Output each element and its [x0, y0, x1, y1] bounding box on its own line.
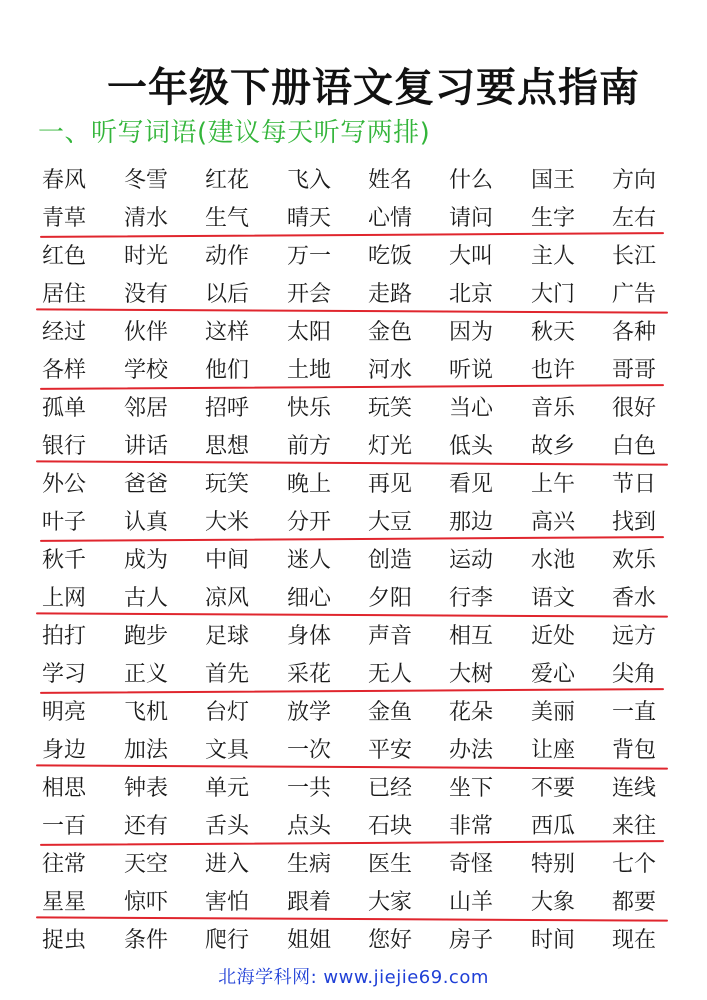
word-cell: 非常 — [449, 814, 494, 839]
word-row — [0, 466, 707, 504]
word-cell: 连线 — [612, 776, 657, 801]
word-cell: 明亮 — [42, 700, 87, 725]
word-cell: 单元 — [205, 776, 250, 801]
word-cell: 细心 — [287, 586, 332, 611]
word-cell: 来往 — [612, 814, 657, 839]
word-cell: 古人 — [124, 586, 169, 611]
word-cell: 北京 — [449, 282, 494, 307]
word-cell: 没有 — [124, 282, 169, 307]
word-cell: 灯光 — [368, 434, 413, 459]
word-cell: 广告 — [612, 282, 657, 307]
word-cell: 爸爸 — [124, 472, 169, 497]
word-cell: 西瓜 — [531, 814, 576, 839]
word-cell: 白色 — [612, 434, 657, 459]
word-cell: 迷人 — [287, 548, 332, 573]
word-cell: 看见 — [449, 472, 494, 497]
word-row — [0, 390, 707, 428]
word-cell: 玩笑 — [368, 396, 413, 421]
word-cell: 大家 — [368, 890, 413, 915]
word-cell: 听说 — [449, 358, 494, 383]
word-cell: 学校 — [124, 358, 169, 383]
page-title: 一年级下册语文复习要点指南 — [107, 65, 640, 111]
word-cell: 姓名 — [368, 168, 413, 193]
word-cell: 中间 — [205, 548, 250, 573]
word-cell: 一共 — [287, 776, 332, 801]
word-cell: 一直 — [612, 700, 657, 725]
word-cell: 招呼 — [205, 396, 250, 421]
word-cell: 都要 — [612, 890, 657, 915]
word-cell: 大豆 — [368, 510, 413, 535]
section-heading-dictation: 一、听写词语(建议每天听写两排) — [38, 118, 431, 148]
word-cell: 七个 — [612, 852, 657, 877]
word-cell: 讲话 — [124, 434, 169, 459]
word-cell: 天空 — [124, 852, 169, 877]
word-cell: 金色 — [368, 320, 413, 345]
word-cell: 吃饭 — [368, 244, 413, 269]
word-cell: 美丽 — [531, 700, 576, 725]
footer-website: 北海学科网: www.jiejie69.com — [218, 967, 489, 988]
word-cell: 无人 — [368, 662, 413, 687]
word-cell: 春风 — [42, 168, 87, 193]
word-cell: 伙伴 — [124, 320, 169, 345]
word-cell: 金鱼 — [368, 700, 413, 725]
word-cell: 很好 — [612, 396, 657, 421]
word-cell: 快乐 — [287, 396, 332, 421]
word-cell: 一百 — [42, 814, 87, 839]
word-cell: 走路 — [368, 282, 413, 307]
word-cell: 您好 — [368, 928, 413, 953]
word-cell: 采花 — [287, 662, 332, 687]
word-cell: 玩笑 — [205, 472, 250, 497]
word-cell: 惊吓 — [124, 890, 169, 915]
word-cell: 当心 — [449, 396, 494, 421]
word-cell: 一次 — [287, 738, 332, 763]
word-cell: 邻居 — [124, 396, 169, 421]
word-cell: 上网 — [42, 586, 87, 611]
word-cell: 河水 — [368, 358, 413, 383]
word-cell: 花朵 — [449, 700, 494, 725]
word-cell: 左右 — [612, 206, 657, 231]
word-cell: 这样 — [205, 320, 250, 345]
word-cell: 动作 — [205, 244, 250, 269]
word-cell: 声音 — [368, 624, 413, 649]
word-cell: 认真 — [124, 510, 169, 535]
word-cell: 时光 — [124, 244, 169, 269]
word-cell: 水池 — [531, 548, 576, 573]
word-cell: 各种 — [612, 320, 657, 345]
word-cell: 节日 — [612, 472, 657, 497]
word-cell: 以后 — [205, 282, 250, 307]
word-cell: 爱心 — [531, 662, 576, 687]
word-cell: 舌头 — [205, 814, 250, 839]
word-cell: 找到 — [612, 510, 657, 535]
word-row — [0, 618, 707, 656]
word-cell: 成为 — [124, 548, 169, 573]
word-cell: 再见 — [368, 472, 413, 497]
word-cell: 居住 — [42, 282, 87, 307]
word-cell: 身体 — [287, 624, 332, 649]
word-cell: 进入 — [205, 852, 250, 877]
word-cell: 背包 — [612, 738, 657, 763]
word-cell: 那边 — [449, 510, 494, 535]
word-row — [0, 162, 707, 200]
word-cell: 外公 — [42, 472, 87, 497]
word-cell: 生气 — [205, 206, 250, 231]
word-cell: 害怕 — [205, 890, 250, 915]
word-cell: 红花 — [205, 168, 250, 193]
word-cell: 正义 — [124, 662, 169, 687]
word-cell: 音乐 — [531, 396, 576, 421]
word-cell: 足球 — [205, 624, 250, 649]
word-cell: 香水 — [612, 586, 657, 611]
word-cell: 跑步 — [124, 624, 169, 649]
word-cell: 主人 — [531, 244, 576, 269]
word-cell: 冬雪 — [124, 168, 169, 193]
word-cell: 因为 — [449, 320, 494, 345]
word-cell: 心情 — [368, 206, 413, 231]
word-cell: 高兴 — [531, 510, 576, 535]
word-cell: 让座 — [531, 738, 576, 763]
word-row — [0, 922, 707, 960]
word-cell: 跟着 — [287, 890, 332, 915]
word-cell: 语文 — [531, 586, 576, 611]
word-cell: 红色 — [42, 244, 87, 269]
word-cell: 平安 — [368, 738, 413, 763]
word-cell: 前方 — [287, 434, 332, 459]
word-cell: 放学 — [287, 700, 332, 725]
word-cell: 万一 — [287, 244, 332, 269]
word-cell: 创造 — [368, 548, 413, 573]
word-cell: 加法 — [124, 738, 169, 763]
word-cell: 特别 — [531, 852, 576, 877]
word-cell: 清水 — [124, 206, 169, 231]
word-cell: 行李 — [449, 586, 494, 611]
word-cell: 国王 — [531, 168, 576, 193]
word-cell: 钟表 — [124, 776, 169, 801]
word-row — [0, 542, 707, 580]
word-cell: 还有 — [124, 814, 169, 839]
word-cell: 星星 — [42, 890, 87, 915]
word-cell: 故乡 — [531, 434, 576, 459]
word-cell: 孤单 — [42, 396, 87, 421]
word-cell: 叶子 — [42, 510, 87, 535]
word-cell: 奇怪 — [449, 852, 494, 877]
word-cell: 拍打 — [42, 624, 87, 649]
word-cell: 经过 — [42, 320, 87, 345]
word-cell: 分开 — [287, 510, 332, 535]
word-row — [0, 238, 707, 276]
word-cell: 各样 — [42, 358, 87, 383]
word-cell: 生病 — [287, 852, 332, 877]
word-cell: 什么 — [449, 168, 494, 193]
word-cell: 相互 — [449, 624, 494, 649]
word-cell: 石块 — [368, 814, 413, 839]
word-cell: 也许 — [531, 358, 576, 383]
word-row — [0, 846, 707, 884]
word-cell: 大叫 — [449, 244, 494, 269]
word-cell: 银行 — [42, 434, 87, 459]
word-row — [0, 314, 707, 352]
word-cell: 尖角 — [612, 662, 657, 687]
word-row — [0, 694, 707, 732]
word-cell: 思想 — [205, 434, 250, 459]
word-cell: 秋天 — [531, 320, 576, 345]
word-cell: 哥哥 — [612, 358, 657, 383]
word-cell: 生字 — [531, 206, 576, 231]
word-cell: 大门 — [531, 282, 576, 307]
word-cell: 不要 — [531, 776, 576, 801]
word-cell: 坐下 — [449, 776, 494, 801]
word-cell: 身边 — [42, 738, 87, 763]
word-cell: 秋千 — [42, 548, 87, 573]
word-cell: 低头 — [449, 434, 494, 459]
word-cell: 时间 — [531, 928, 576, 953]
word-cell: 办法 — [449, 738, 494, 763]
word-cell: 方向 — [612, 168, 657, 193]
word-cell: 他们 — [205, 358, 250, 383]
word-cell: 文具 — [205, 738, 250, 763]
word-cell: 条件 — [124, 928, 169, 953]
word-cell: 现在 — [612, 928, 657, 953]
word-cell: 飞入 — [287, 168, 332, 193]
word-cell: 晚上 — [287, 472, 332, 497]
word-cell: 已经 — [368, 776, 413, 801]
word-cell: 欢乐 — [612, 548, 657, 573]
word-cell: 飞机 — [124, 700, 169, 725]
word-cell: 房子 — [449, 928, 494, 953]
word-cell: 土地 — [287, 358, 332, 383]
word-cell: 远方 — [612, 624, 657, 649]
word-cell: 姐姐 — [287, 928, 332, 953]
word-cell: 学习 — [42, 662, 87, 687]
word-cell: 大米 — [205, 510, 250, 535]
word-row — [0, 770, 707, 808]
word-cell: 凉风 — [205, 586, 250, 611]
word-cell: 晴天 — [287, 206, 332, 231]
word-cell: 首先 — [205, 662, 250, 687]
word-cell: 请问 — [449, 206, 494, 231]
word-cell: 夕阳 — [368, 586, 413, 611]
word-cell: 点头 — [287, 814, 332, 839]
word-cell: 开会 — [287, 282, 332, 307]
word-cell: 大树 — [449, 662, 494, 687]
word-cell: 爬行 — [205, 928, 250, 953]
word-cell: 长江 — [612, 244, 657, 269]
word-cell: 山羊 — [449, 890, 494, 915]
word-cell: 近处 — [531, 624, 576, 649]
word-cell: 往常 — [42, 852, 87, 877]
word-cell: 上午 — [531, 472, 576, 497]
word-cell: 相思 — [42, 776, 87, 801]
word-cell: 青草 — [42, 206, 87, 231]
word-cell: 捉虫 — [42, 928, 87, 953]
word-cell: 台灯 — [205, 700, 250, 725]
word-cell: 医生 — [368, 852, 413, 877]
word-cell: 大象 — [531, 890, 576, 915]
word-cell: 太阳 — [287, 320, 332, 345]
word-cell: 运动 — [449, 548, 494, 573]
